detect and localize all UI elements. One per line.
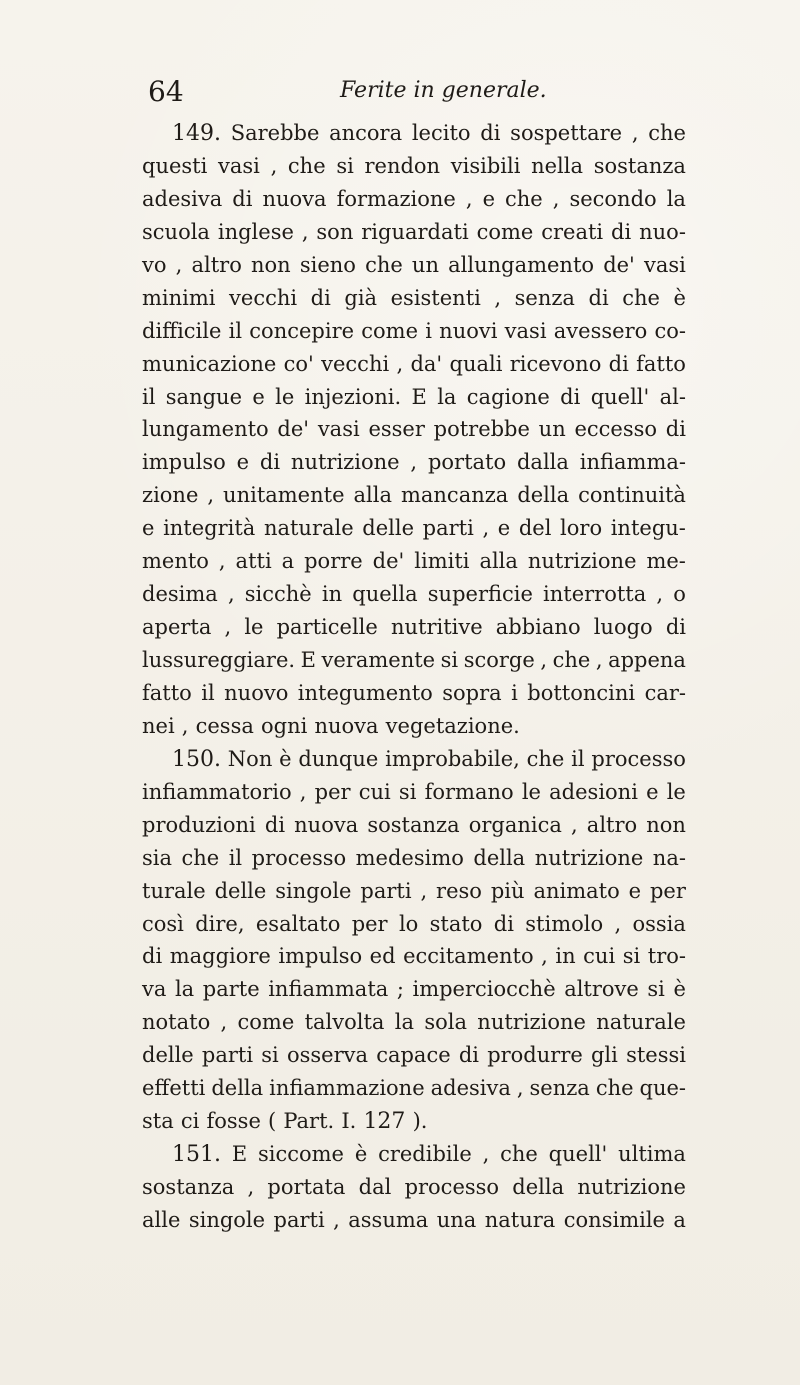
text-line: e integrità naturale delle parti , e del loro integu-	[142, 516, 686, 541]
text-line: effetti della infiammazione adesiva , senza che que-	[142, 1076, 686, 1101]
text-line: turale delle singole parti , reso più animato e per	[142, 878, 686, 903]
body-text	[142, 117, 686, 1237]
page-number: 64	[148, 75, 184, 108]
text-line: il sangue e le injezioni. E la cagione di quell' al-	[142, 384, 686, 409]
text-line: impulso e di nutrizione , portato dalla infiamma-	[142, 450, 686, 475]
text-line: mento , atti a porre de' limiti alla nutrizione me-	[142, 549, 686, 574]
text-line: minimi vecchi di già esistenti , senza di che è	[142, 285, 686, 310]
text-line: sostanza , portata dal processo della nutrizione	[142, 1175, 686, 1199]
text-line: 149. Sarebbe ancora lecito di sospettare , che	[172, 121, 686, 146]
text-line: questi vasi , che si rendon visibili nella sostanza	[142, 153, 686, 178]
text-line: desima , sicchè in quella superficie interrotta , o	[142, 582, 686, 607]
text-line: sta ci fosse ( Part. I. 127 ).	[142, 1109, 428, 1135]
text-line: fatto il nuovo integumento sopra i bottoncini car-	[142, 680, 686, 705]
text-line: municazione co' vecchi , da' quali ricevono di fatto	[142, 351, 686, 376]
text-line: vo , altro non sieno che un allungamento de' vasi	[142, 252, 686, 277]
text-line: difficile il concepire come i nuovi vasi avessero co-	[142, 318, 686, 343]
text-line: aperta , le particelle nutritive abbiano luogo di	[142, 615, 686, 640]
text-line: lussureggiare. E veramente si scorge , che , appena	[142, 648, 686, 672]
running-title: Ferite in generale.	[340, 78, 547, 103]
text-line: va la parte infiammata ; imperciocchè altrove si è	[142, 977, 686, 1002]
page-header	[148, 75, 568, 112]
text-line: adesiva di nuova formazione , e che , secondo la	[142, 186, 686, 211]
text-line: nei , cessa ogni nuova vegetazione.	[142, 713, 520, 738]
text-line: così dire, esaltato per lo stato di stimolo , ossia	[142, 911, 686, 936]
text-line: 150. Non è dunque improbabile, che il processo	[172, 746, 686, 772]
text-line: notato , come talvolta la sola nutrizione naturale	[142, 1010, 686, 1035]
text-line: zione , unitamente alla mancanza della continuità	[142, 483, 686, 508]
text-line: sia che il processo medesimo della nutrizione na-	[142, 845, 686, 870]
text-line: di maggiore impulso ed eccitamento , in cui si tro-	[142, 944, 686, 969]
text-line: delle parti si osserva capace di produrre gli stessi	[142, 1043, 686, 1068]
text-line: infiammatorio , per cui si formano le adesioni e le	[142, 779, 686, 804]
text-line: lungamento de' vasi esser potrebbe un eccesso di	[142, 417, 686, 442]
text-line: alle singole parti , assuma una natura consimile a	[142, 1207, 686, 1232]
text-line: 151. E siccome è credibile , che quell' ultima	[172, 1142, 686, 1168]
text-line: produzioni di nuova sostanza organica , altro non	[142, 812, 686, 837]
text-line: scuola inglese , son riguardati come creati di nuo-	[142, 219, 686, 244]
